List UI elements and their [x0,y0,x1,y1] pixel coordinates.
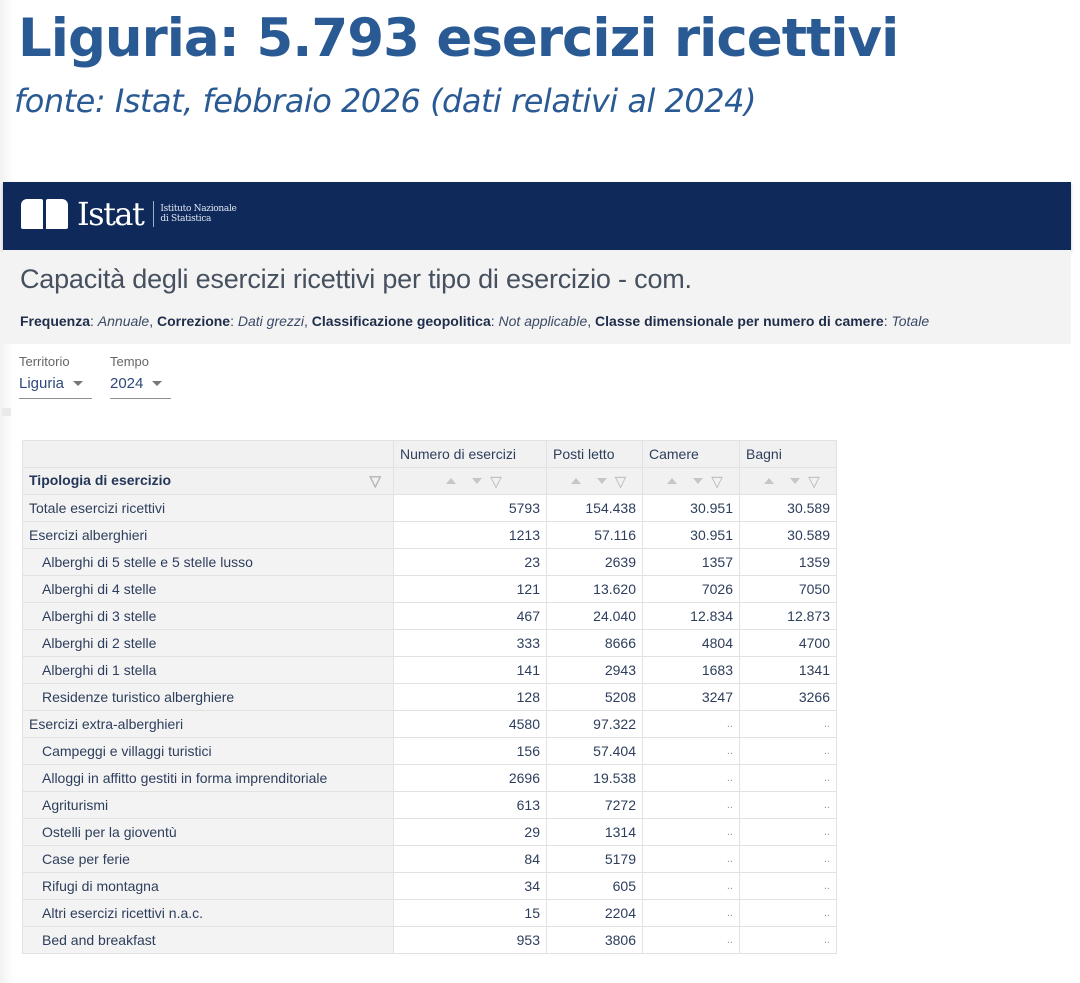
cell-value: .. [643,792,740,819]
table-row [23,765,837,792]
sort-ascending-icon[interactable] [764,478,774,484]
cell-value: 154.438 [547,495,643,522]
cell-value: 4580 [394,711,547,738]
cell-value: 5208 [547,684,643,711]
meta-value: Dati grezzi [237,313,305,329]
cell-value: 19.538 [547,765,643,792]
cell-value: .. [740,873,837,900]
dimension-header-label: Tipologia di esercizio [29,472,172,488]
table-row [23,684,837,711]
cell-value: 2639 [547,549,643,576]
table-body [23,495,837,954]
cell-value: 7272 [547,792,643,819]
cell-value: .. [643,738,740,765]
cell-value: 34 [394,873,547,900]
table-row [23,873,837,900]
cell-value: .. [643,846,740,873]
row-label: Alberghi di 1 stella [23,657,394,684]
cell-value: .. [740,846,837,873]
cell-value: .. [643,819,740,846]
cell-value: 121 [394,576,547,603]
column-header-camere: Camere [643,441,740,468]
cell-value: .. [643,873,740,900]
column-tools [643,468,740,495]
cell-value: 5179 [547,846,643,873]
panel-handle [2,408,11,416]
meta-key: Correzione [156,313,231,329]
filter-icon[interactable]: ▽ [369,473,381,490]
cell-value: .. [740,900,837,927]
filter-icon[interactable]: ▽ [808,473,820,491]
cell-value: 29 [394,819,547,846]
column-tools [547,468,643,495]
cell-value: 1359 [740,549,837,576]
cell-value: 57.404 [547,738,643,765]
meta-value: Totale [891,313,930,329]
row-label: Altri esercizi ricettivi n.a.c. [23,900,394,927]
table-row [23,846,837,873]
row-label: Alberghi di 3 stelle [23,603,394,630]
cell-value: 2204 [547,900,643,927]
cell-value: 30.951 [643,522,740,549]
istat-header [3,182,1071,250]
cell-value: 8666 [547,630,643,657]
cell-value: .. [740,738,837,765]
cell-value: 7026 [643,576,740,603]
tempo-dropdown[interactable] [110,375,171,399]
cell-value: 30.951 [643,495,740,522]
cell-value: 7050 [740,576,837,603]
cell-value: .. [740,711,837,738]
logo-subtitle [160,204,236,224]
filter-icon[interactable]: ▽ [614,473,627,491]
row-label: Bed and breakfast [23,927,394,954]
row-label: Residenze turistico alberghiere [23,684,394,711]
cell-value: 1213 [394,522,547,549]
meta-key: Classe dimensionale per numero di camere [595,313,884,329]
cell-value: 3806 [547,927,643,954]
istat-logo[interactable] [21,196,237,232]
logo-subtitle-line2: di Statistica [160,214,212,224]
data-table [22,440,837,954]
territorio-label: Territorio [19,354,70,369]
row-label: Totale esercizi ricettivi [23,495,394,522]
cell-value: 97.322 [547,711,643,738]
row-label: Ostelli per la gioventù [23,819,394,846]
row-label: Esercizi alberghieri [23,522,394,549]
dataset-info-bar [3,250,1071,344]
cell-value: 23 [394,549,547,576]
slide-title: Liguria: 5.793 esercizi ricettivi [18,8,899,69]
cell-value: .. [740,819,837,846]
row-label: Agriturismi [23,792,394,819]
cell-value: 4804 [643,630,740,657]
cell-value: 613 [394,792,547,819]
caret-down-icon [152,381,162,386]
column-header-bagni: Bagni [740,441,837,468]
meta-key: Frequenza [20,313,91,329]
cell-value: .. [740,927,837,954]
cell-value: 57.116 [547,522,643,549]
row-label: Case per ferie [23,846,394,873]
page-edge [0,0,14,983]
meta-value: Annuale [97,313,150,329]
row-label: Alberghi di 4 stelle [23,576,394,603]
territorio-selector [19,354,92,399]
dataset-title: Capacità degli esercizi ricettivi per tipo di esercizio - com. [20,264,692,294]
cell-value: 1314 [547,819,643,846]
meta-key: Classificazione geopolitica [311,313,491,329]
sort-ascending-icon[interactable] [571,478,581,484]
cell-value: 30.589 [740,495,837,522]
cell-value: 128 [394,684,547,711]
table-row [23,657,837,684]
sort-descending-icon[interactable] [472,478,482,484]
table-row [23,738,837,765]
table-row [23,900,837,927]
sort-descending-icon[interactable] [693,478,703,484]
tempo-selector [110,354,171,399]
table-row [23,630,837,657]
row-label: Rifugi di montagna [23,873,394,900]
tempo-value: 2024 [110,375,144,392]
column-header-numero: Numero di esercizi [394,441,547,468]
cell-value: 4700 [740,630,837,657]
sort-descending-icon[interactable] [597,478,607,484]
cell-value: 2943 [547,657,643,684]
table-row [23,711,837,738]
cell-value: 12.873 [740,603,837,630]
cell-value: 333 [394,630,547,657]
cell-value: 5793 [394,495,547,522]
filter-icon[interactable]: ▽ [711,473,723,491]
caret-down-icon [73,381,83,386]
logo-subtitle-line1: Istituto Nazionale [160,204,237,214]
column-tools-row [23,468,837,495]
row-label: Campeggi e villaggi turistici [23,738,394,765]
cell-value: 156 [394,738,547,765]
dataset-meta: Frequenza: Annuale, Correzione: Dati grezzi, Classificazione geopolitica: Not applicable, Classe dimensionale per numero di camere: Totale [20,313,930,329]
column-header-row [23,441,837,468]
cell-value: 84 [394,846,547,873]
territorio-dropdown[interactable] [19,375,92,399]
header-corner [23,441,394,468]
sort-ascending-icon[interactable] [446,478,456,484]
cell-value: 953 [394,927,547,954]
filter-icon[interactable]: ▽ [490,473,502,491]
cell-value: 605 [547,873,643,900]
cell-value: 30.589 [740,522,837,549]
row-label: Alloggi in affitto gestiti in forma imprenditoriale [23,765,394,792]
column-header-posti: Posti letto [547,441,643,468]
istat-book-icon [21,199,69,229]
table-row [23,927,837,954]
table-row [23,792,837,819]
cell-value: 15 [394,900,547,927]
column-tools [740,468,837,495]
cell-value: 3266 [740,684,837,711]
cell-value: .. [643,711,740,738]
cell-value: .. [643,927,740,954]
logo-divider [153,201,154,227]
tempo-label: Tempo [110,354,150,369]
column-tools [394,468,547,495]
slide-subtitle: fonte: Istat, febbraio 2026 (dati relativi al 2024) [14,82,756,120]
dimension-header [23,468,394,495]
cell-value: 12.834 [643,603,740,630]
row-label: Esercizi extra-alberghieri [23,711,394,738]
cell-value: 3247 [643,684,740,711]
cell-value: 1683 [643,657,740,684]
row-label: Alberghi di 2 stelle [23,630,394,657]
cell-value: 24.040 [547,603,643,630]
cell-value: .. [643,765,740,792]
table-row [23,819,837,846]
cell-value: 1357 [643,549,740,576]
sort-ascending-icon[interactable] [667,478,677,484]
cell-value: 2696 [394,765,547,792]
sort-descending-icon[interactable] [790,478,800,484]
table-row [23,522,837,549]
cell-value: 141 [394,657,547,684]
table-row [23,576,837,603]
cell-value: 1341 [740,657,837,684]
territorio-value: Liguria [19,375,65,392]
table-row [23,495,837,522]
cell-value: .. [740,792,837,819]
table-row [23,549,837,576]
meta-value: Not applicable [498,313,588,329]
cell-value: .. [740,765,837,792]
table-row [23,603,837,630]
logo-wordmark: Istat [77,195,144,233]
row-label: Alberghi di 5 stelle e 5 stelle lusso [23,549,394,576]
cell-value: 467 [394,603,547,630]
cell-value: .. [643,900,740,927]
cell-value: 13.620 [547,576,643,603]
